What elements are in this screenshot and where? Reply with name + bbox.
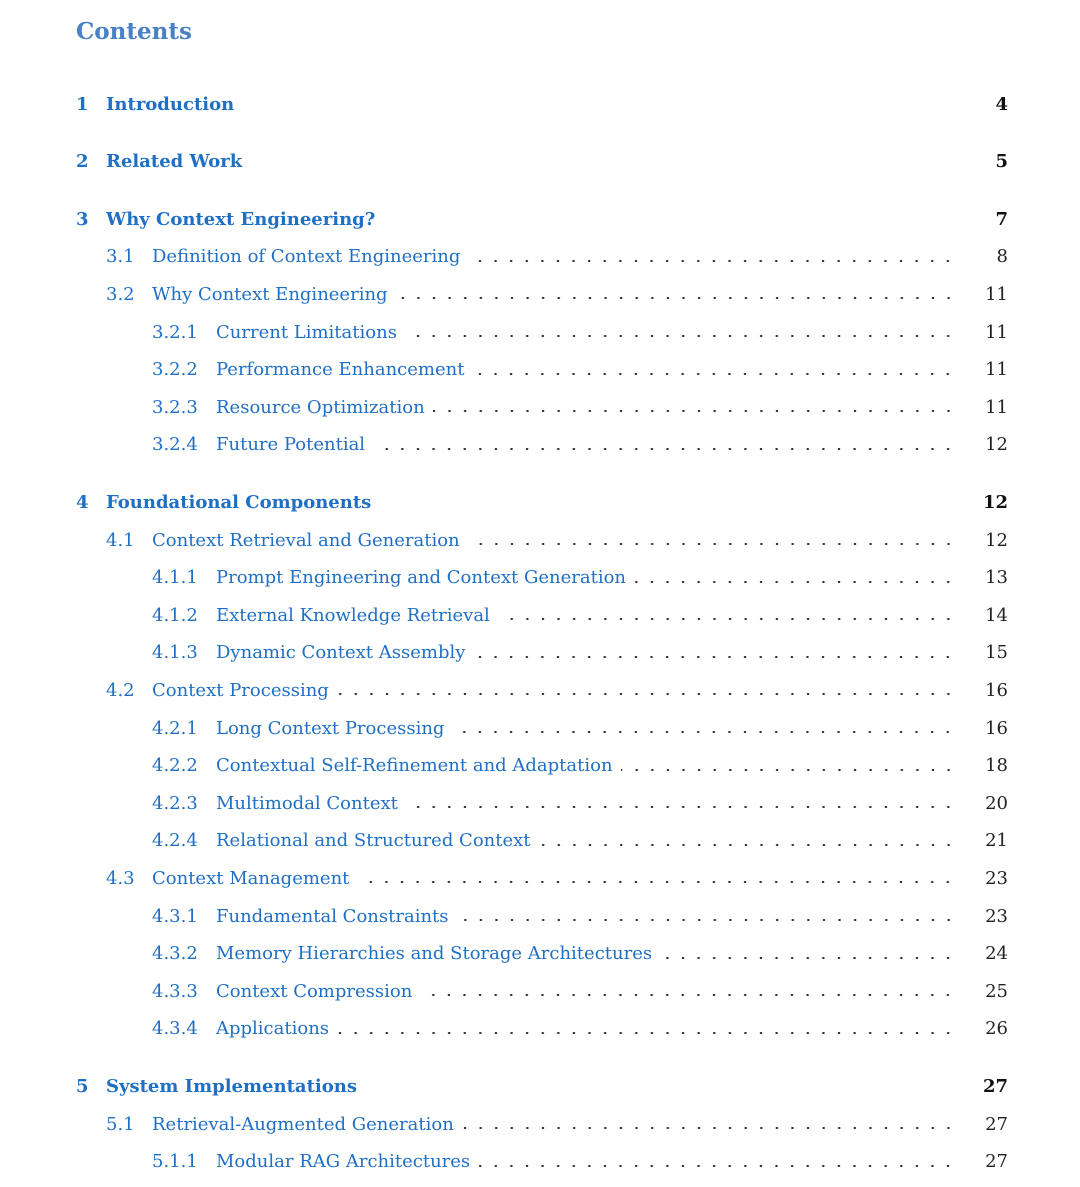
toc-entry-number: 4.2.4 bbox=[152, 830, 198, 852]
toc-entry[interactable] bbox=[0, 564, 1080, 592]
toc-entry-number: 3.2 bbox=[106, 283, 135, 305]
toc-entry-number: 4.2 bbox=[106, 679, 135, 701]
dot-leader bbox=[396, 297, 956, 299]
toc-entry[interactable] bbox=[0, 431, 1080, 459]
toc-entry[interactable] bbox=[0, 789, 1080, 817]
toc-entry-number: 3.2.2 bbox=[152, 359, 198, 381]
toc-entry-title[interactable]: Long Context Processing bbox=[216, 717, 445, 739]
toc-entry-title[interactable]: Contextual Self-Refinement and Adaptation bbox=[216, 755, 613, 777]
toc-entry[interactable] bbox=[0, 639, 1080, 667]
toc-entry[interactable] bbox=[0, 280, 1080, 308]
toc-entry-page[interactable]: 24 bbox=[985, 943, 1008, 965]
dot-leader bbox=[472, 373, 956, 375]
toc-entry-number: 3.1 bbox=[106, 246, 135, 268]
toc-entry-title[interactable]: External Knowledge Retrieval bbox=[216, 604, 490, 626]
toc-entry-number: 4.1.3 bbox=[152, 642, 198, 664]
toc-entry-page[interactable]: 14 bbox=[985, 604, 1008, 626]
toc-entry-title[interactable]: Context Compression bbox=[216, 980, 413, 1002]
toc-entry-number: 3.2.4 bbox=[152, 434, 198, 456]
toc-entry-number: 4.3 bbox=[106, 867, 135, 889]
toc-entry-title[interactable]: Introduction bbox=[106, 93, 235, 115]
toc-entry-title[interactable]: Prompt Engineering and Context Generation bbox=[216, 567, 627, 589]
dot-leader bbox=[433, 410, 956, 412]
page-title: Contents bbox=[76, 18, 192, 45]
toc-entry-number: 4 bbox=[76, 491, 89, 513]
toc-entry[interactable] bbox=[0, 827, 1080, 855]
toc-entry[interactable] bbox=[0, 676, 1080, 704]
toc-entry-page[interactable]: 27 bbox=[985, 1151, 1008, 1173]
toc-entry-page[interactable]: 13 bbox=[985, 567, 1008, 589]
dot-leader bbox=[420, 994, 956, 996]
toc-entry[interactable] bbox=[0, 318, 1080, 346]
toc-entry-page[interactable]: 23 bbox=[985, 905, 1008, 927]
toc-entry-page[interactable]: 11 bbox=[985, 283, 1008, 305]
dot-leader bbox=[373, 448, 956, 450]
toc-entry-title[interactable]: Definition of Context Engineering bbox=[152, 246, 461, 268]
dot-leader bbox=[621, 769, 956, 771]
toc-entry-number: 3.2.1 bbox=[152, 321, 198, 343]
toc-entry-title[interactable]: Why Context Engineering? bbox=[106, 208, 376, 230]
toc-entry-title[interactable]: Related Work bbox=[106, 151, 243, 173]
toc-entry-number: 3 bbox=[76, 208, 89, 230]
toc-entry[interactable] bbox=[0, 1110, 1080, 1138]
toc-entry[interactable] bbox=[0, 90, 1080, 118]
toc-entry-page[interactable]: 7 bbox=[995, 208, 1008, 230]
toc-entry[interactable] bbox=[0, 243, 1080, 271]
toc-entry-title[interactable]: Future Potential bbox=[216, 434, 366, 456]
toc-entry[interactable] bbox=[0, 356, 1080, 384]
toc-entry-number: 4.3.1 bbox=[152, 905, 198, 927]
toc-entry-number: 4.2.3 bbox=[152, 792, 198, 814]
toc-entry-title[interactable]: Dynamic Context Assembly bbox=[216, 642, 466, 664]
toc-entry-page[interactable]: 8 bbox=[996, 246, 1008, 268]
toc-entry[interactable] bbox=[0, 940, 1080, 968]
toc-entry[interactable] bbox=[0, 902, 1080, 930]
toc-entry[interactable] bbox=[0, 1072, 1080, 1100]
toc-entry-page[interactable]: 12 bbox=[982, 491, 1008, 513]
dot-leader bbox=[468, 543, 956, 545]
dot-leader bbox=[462, 1127, 956, 1129]
toc-entry[interactable] bbox=[0, 752, 1080, 780]
dot-leader bbox=[539, 844, 956, 846]
toc-entry-title[interactable]: Applications bbox=[216, 1018, 330, 1040]
toc-entry-number: 2 bbox=[76, 151, 89, 173]
toc-entry[interactable] bbox=[0, 393, 1080, 421]
toc-entry-number: 4.3.2 bbox=[152, 943, 198, 965]
toc-entry-page[interactable]: 12 bbox=[985, 434, 1008, 456]
dot-leader bbox=[478, 1165, 956, 1167]
toc-entry-number: 3.2.3 bbox=[152, 396, 198, 418]
dot-leader bbox=[634, 581, 956, 583]
toc-entry-page[interactable]: 16 bbox=[985, 679, 1008, 701]
toc-entry-title[interactable]: Retrieval-Augmented Generation bbox=[152, 1113, 454, 1135]
toc-entry-title[interactable]: Fundamental Constraints bbox=[216, 905, 449, 927]
toc-entry[interactable] bbox=[0, 714, 1080, 742]
toc-entry-number: 4.3.3 bbox=[152, 980, 198, 1002]
toc-entry-title[interactable]: System Implementations bbox=[106, 1075, 357, 1097]
toc-entry-number: 4.1 bbox=[106, 529, 135, 551]
toc-entry-title[interactable]: Resource Optimization bbox=[216, 396, 425, 418]
toc-entry-page[interactable]: 11 bbox=[985, 359, 1008, 381]
toc-entry-title[interactable]: Context Retrieval and Generation bbox=[152, 529, 460, 551]
dot-leader bbox=[337, 1032, 956, 1034]
toc-entry[interactable] bbox=[0, 488, 1080, 516]
toc-entry-title[interactable]: Multimodal Context bbox=[216, 792, 398, 814]
toc-entry-page[interactable]: 4 bbox=[995, 93, 1008, 115]
toc-entry[interactable] bbox=[0, 148, 1080, 176]
toc-entry[interactable] bbox=[0, 601, 1080, 629]
toc-entry-title[interactable]: Context Processing bbox=[152, 679, 329, 701]
dot-leader bbox=[405, 335, 956, 337]
toc-entry-page[interactable]: 11 bbox=[985, 396, 1008, 418]
dot-leader bbox=[498, 618, 956, 620]
toc-entry-title[interactable]: Memory Hierarchies and Storage Architectures bbox=[216, 943, 653, 965]
toc-entry[interactable] bbox=[0, 1148, 1080, 1176]
toc-entry[interactable] bbox=[0, 977, 1080, 1005]
toc-entry-number: 4.2.1 bbox=[152, 717, 198, 739]
toc-entry-page[interactable]: 5 bbox=[995, 151, 1008, 173]
toc-entry-number: 5 bbox=[76, 1075, 89, 1097]
toc-entry-page[interactable]: 23 bbox=[985, 867, 1008, 889]
toc-entry-page[interactable]: 18 bbox=[985, 755, 1008, 777]
toc-entry-page[interactable]: 27 bbox=[985, 1113, 1008, 1135]
toc-entry-number: 4.2.2 bbox=[152, 755, 198, 777]
dot-leader bbox=[357, 881, 956, 883]
dot-leader bbox=[660, 957, 956, 959]
toc-entry-number: 5.1.1 bbox=[152, 1151, 198, 1173]
dot-leader bbox=[406, 806, 956, 808]
toc-entry-page[interactable]: 27 bbox=[982, 1075, 1008, 1097]
dot-leader bbox=[457, 919, 956, 921]
toc-entry-page[interactable]: 12 bbox=[985, 529, 1008, 551]
toc-entry-number: 4.1.1 bbox=[152, 567, 198, 589]
toc-entry-page[interactable]: 20 bbox=[985, 792, 1008, 814]
toc-entry-title[interactable]: Context Management bbox=[152, 867, 350, 889]
dot-leader bbox=[337, 693, 956, 695]
toc-entry-number: 1 bbox=[76, 93, 89, 115]
toc-entry-page[interactable]: 21 bbox=[985, 830, 1008, 852]
toc-entry-page[interactable]: 11 bbox=[985, 321, 1008, 343]
dot-leader bbox=[452, 731, 956, 733]
dot-leader bbox=[473, 656, 956, 658]
toc-entry-page[interactable]: 16 bbox=[985, 717, 1008, 739]
dot-leader bbox=[468, 260, 956, 262]
toc-entry-title[interactable]: Performance Enhancement bbox=[216, 359, 465, 381]
toc-entry-title[interactable]: Current Limitations bbox=[216, 321, 397, 343]
toc-entry-number: 4.1.2 bbox=[152, 604, 198, 626]
toc-entry-number: 4.3.4 bbox=[152, 1018, 198, 1040]
toc-entry-title[interactable]: Foundational Components bbox=[106, 491, 372, 513]
toc-entry[interactable] bbox=[0, 864, 1080, 892]
toc-entry[interactable] bbox=[0, 205, 1080, 233]
toc-entry-page[interactable]: 15 bbox=[985, 642, 1008, 664]
toc-entry-page[interactable]: 25 bbox=[985, 980, 1008, 1002]
toc-entry-title[interactable]: Modular RAG Architectures bbox=[216, 1151, 471, 1173]
toc-entry[interactable] bbox=[0, 1015, 1080, 1043]
toc-entry-title[interactable]: Why Context Engineering bbox=[152, 283, 388, 305]
toc-entry-title[interactable]: Relational and Structured Context bbox=[216, 830, 531, 852]
toc-entry-number: 5.1 bbox=[106, 1113, 135, 1135]
toc-entry[interactable] bbox=[0, 526, 1080, 554]
toc-entry-page[interactable]: 26 bbox=[985, 1018, 1008, 1040]
